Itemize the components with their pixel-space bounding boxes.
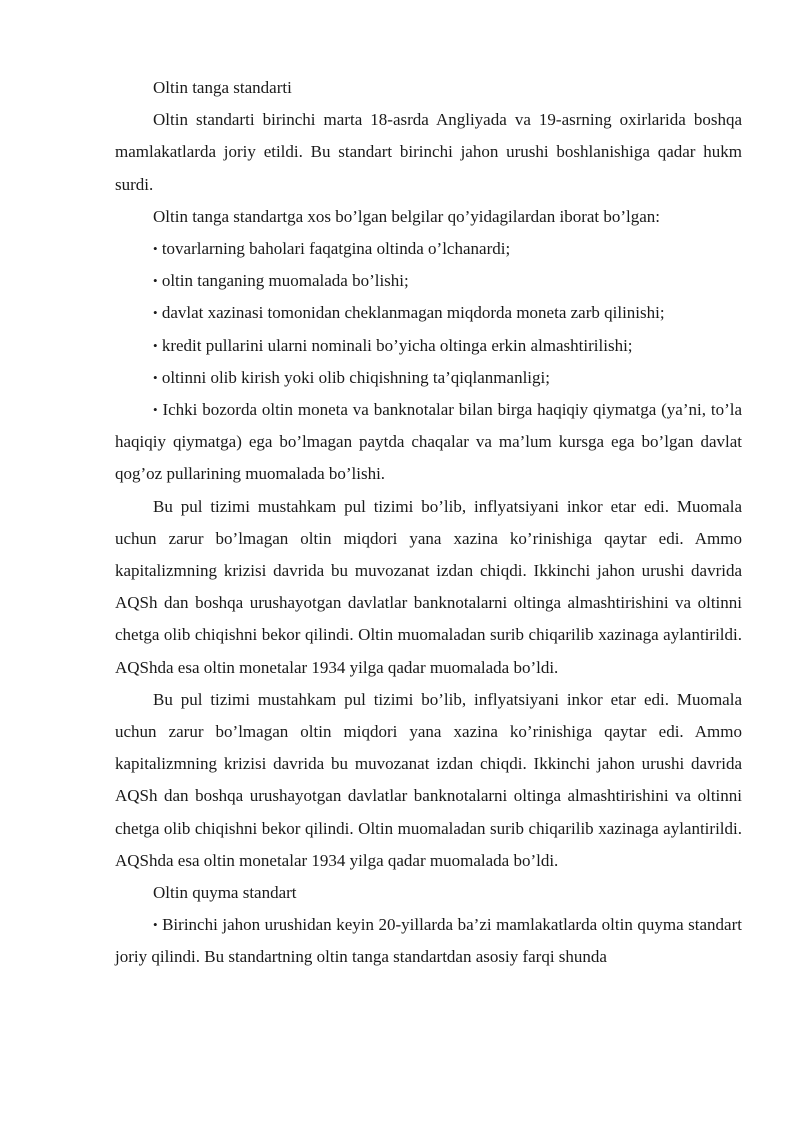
paragraph: Oltin tanga standartga xos bo’lgan belgilar qo’yidagilardan iborat bo’lgan: bbox=[153, 206, 661, 226]
section-heading: Oltin quyma standart bbox=[153, 883, 297, 903]
paragraph: Bu pul tizimi mustahkam pul tizimi bo’lib, inflyatsiyani inkor etar edi. Muomala uchun zarur bo’lmagan oltin miqdori yana xazina ko’rinishiga qaytar edi. Ammo kapitalizmning krizisi davrida bu muvozanat izdan chiqdi. Ikkinchi jahon urushi davrida AQSh dan boshqa urushayotgan davlatlar banknotalarni oltinga almashtirishini va oltinni chetga olib chiqishni bekor qilindi. Oltin muomaladan surib chiqarilib xazinaga aylantirildi. AQShda esa oltin monetalar 1934 yilga qadar muomalada bo’ldi. bbox=[115, 496, 742, 677]
bullet-text: Ichki bozorda oltin moneta va banknotalar bilan birga haqiqiy qiymatga (ya’ni, to’la haqiqiy qiymatga) ega bo’lmagan paytda chaqalar va ma’lum kursga ega bo’lgan davlat qog’oz pullarining muomalada bo’lishi. bbox=[115, 400, 742, 484]
bullet-icon: • bbox=[153, 402, 158, 418]
document-page bbox=[115, 72, 742, 974]
bullet-item bbox=[115, 394, 742, 491]
bullet-text: Birinchi jahon urushidan keyin 20-yillarda ba’zi mamlakatlarda oltin quyma standart joriy qilindi. Bu standartning oltin tanga standartdan asosiy farqi shunda bbox=[115, 915, 742, 967]
bullet-item bbox=[115, 265, 742, 297]
section-heading: Oltin tanga standarti bbox=[153, 78, 292, 97]
bullet-item bbox=[115, 233, 742, 265]
bullet-icon: • bbox=[153, 337, 158, 353]
bullet-text: tovarlarning baholari faqatgina oltinda o’lchanardi; bbox=[161, 239, 511, 259]
bullet-text: davlat xazinasi tomonidan cheklanmagan miqdorda moneta zarb qilinishi; bbox=[161, 303, 665, 323]
bullet-text: kredit pullarini ularni nominali bo’yicha oltinga erkin almashtirilishi; bbox=[161, 335, 633, 355]
bullet-icon: • bbox=[153, 917, 158, 933]
bullet-icon: • bbox=[153, 273, 158, 289]
bullet-item bbox=[115, 362, 742, 394]
paragraph: Oltin standarti birinchi marta 18-asrda Angliyada va 19-asrning oxirlarida boshqa mamlakatlarda joriy etildi. Bu standart birinchi jahon urushi boshlanishiga qadar hukm surdi. bbox=[115, 110, 742, 194]
bullet-item bbox=[115, 297, 742, 329]
bullet-icon: • bbox=[153, 369, 158, 385]
bullet-icon: • bbox=[153, 305, 158, 321]
bullet-text: oltin tanganing muomalada bo’lishi; bbox=[161, 271, 409, 291]
bullet-item bbox=[115, 330, 742, 362]
paragraph: Bu pul tizimi mustahkam pul tizimi bo’lib, inflyatsiyani inkor etar edi. Muomala uchun zarur bo’lmagan oltin miqdori yana xazina ko’rinishiga qaytar edi. Ammo kapitalizmning krizisi davrida bu muvozanat izdan chiqdi. Ikkinchi jahon urushi davrida AQSh dan boshqa urushayotgan davlatlar banknotalarni oltinga almashtirishini va oltinni chetga olib chiqishni bekor qilindi. Oltin muomaladan surib chiqarilib xazinaga aylantirildi. AQShda esa oltin monetalar 1934 yilga qadar muomalada bo’ldi. bbox=[115, 689, 742, 870]
bullet-item bbox=[115, 909, 742, 973]
bullet-icon: • bbox=[153, 241, 158, 257]
bullet-text: oltinni olib kirish yoki olib chiqishning ta’qiqlanmanligi; bbox=[161, 367, 550, 387]
